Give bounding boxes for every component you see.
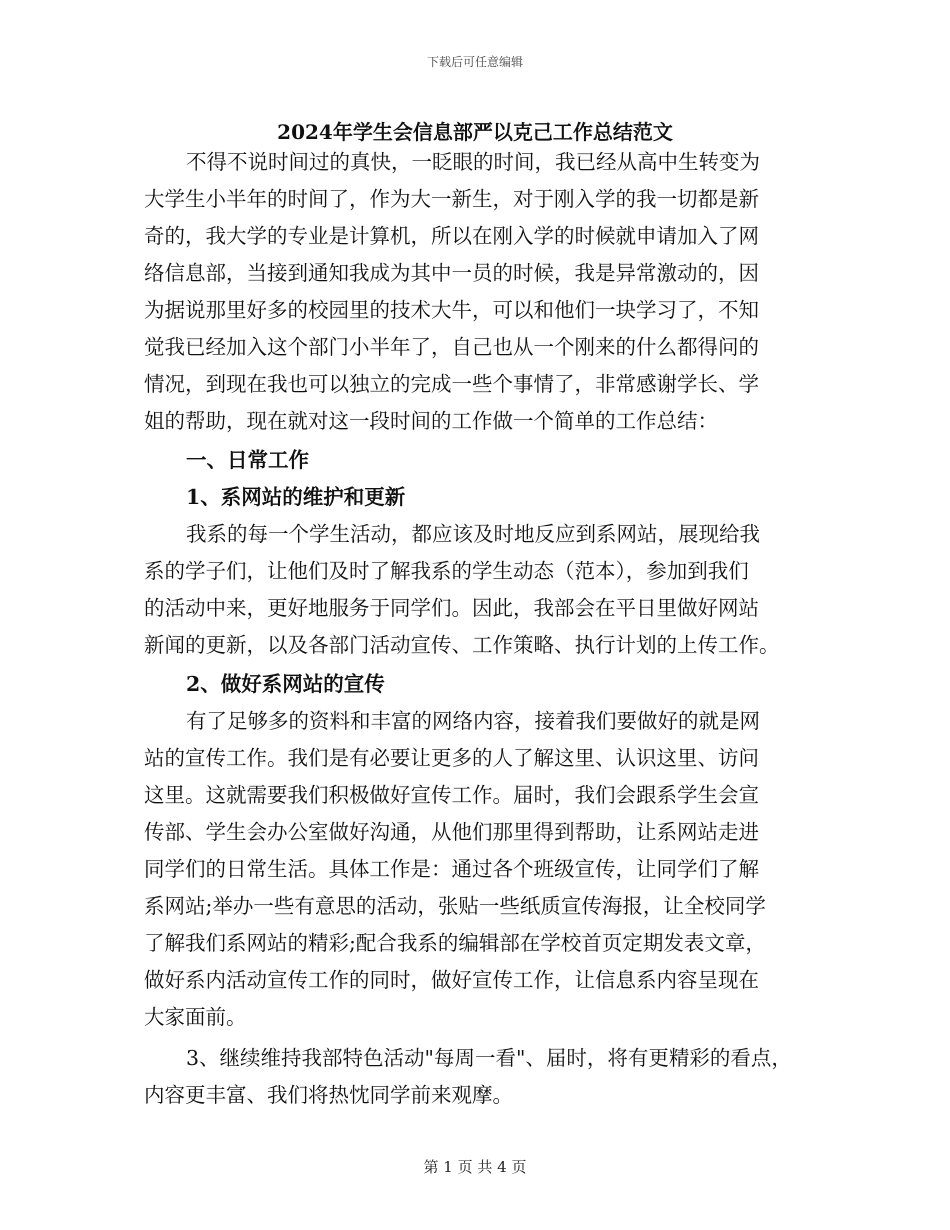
paragraph-line: 姐的帮助，现在就对这一段时间的工作做一个简单的工作总结：: [144, 409, 718, 433]
paragraph-line: 系网站;举办一些有意思的活动，张贴一些纸质宣传海报，让全校同学: [144, 894, 766, 918]
paragraph-line: 不得不说时间过的真快，一眨眼的时间，我已经从高中生转变为: [186, 150, 760, 174]
paragraph-line: 3、继续维持我部特色活动"每周一看"、届时，将有更精彩的看点，: [186, 1046, 792, 1070]
paragraph-line: 奇的，我大学的专业是计算机，所以在刚入学的时候就申请加入了网: [144, 224, 759, 248]
page-footer: 第 1 页 共 4 页: [423, 1158, 527, 1176]
paragraph-line: 的活动中来，更好地服务于同学们。因此，我部会在平日里做好网站: [144, 596, 759, 620]
paragraph-line: 做好系内活动宣传工作的同时，做好宣传工作，让信息系内容呈现在: [144, 968, 759, 992]
paragraph-line: 为据说那里好多的校园里的技术大牛，可以和他们一块学习了，不知: [144, 298, 759, 322]
paragraph-line: 这里。这就需要我们积极做好宣传工作。届时，我们会跟系学生会宣: [144, 783, 759, 807]
paragraph-line: 觉我已经加入这个部门小半年了，自己也从一个刚来的什么都得问的: [144, 335, 759, 359]
paragraph-line: 同学们的日常生活。具体工作是：通过各个班级宣传，让同学们了解: [144, 857, 759, 881]
subsection-heading: 1、系网站的维护和更新: [186, 485, 406, 509]
paragraph-line: 内容更丰富、我们将热忱同学前来观摩。: [144, 1083, 513, 1107]
paragraph-line: 新闻的更新，以及各部门活动宣传、工作策略、执行计划的上传工作。: [144, 633, 780, 657]
paragraph-line: 络信息部，当接到通知我成为其中一员的时候，我是异常激动的，因: [144, 261, 759, 285]
page-header: 下载后可任意编辑: [426, 55, 523, 69]
paragraph-line: 传部、学生会办公室做好沟通，从他们那里得到帮助，让系网站走进: [144, 820, 759, 844]
paragraph-line: 站的宣传工作。我们是有必要让更多的人了解这里、认识这里、访问: [144, 746, 759, 770]
paragraph-line: 了解我们系网站的精彩;配合我系的编辑部在学校首页定期发表文章，: [144, 931, 766, 955]
document-title: 2024年学生会信息部严以克己工作总结范文: [277, 120, 673, 144]
section-heading: 一、日常工作: [186, 448, 309, 472]
paragraph-line: 大家面前。: [144, 1005, 247, 1029]
paragraph-line: 情况，到现在我也可以独立的完成一些个事情了，非常感谢学长、学: [144, 372, 759, 396]
subsection-heading: 2、做好系网站的宣传: [186, 672, 385, 696]
paragraph-line: 我系的每一个学生活动，都应该及时地反应到系网站，展现给我: [186, 522, 760, 546]
paragraph-line: 大学生小半年的时间了，作为大一新生，对于刚入学的我一切都是新: [144, 187, 759, 211]
paragraph-line: 有了足够多的资料和丰富的网络内容，接着我们要做好的就是网: [186, 709, 760, 733]
paragraph-line: 系的学子们，让他们及时了解我系的学生动态（范本），参加到我们: [144, 559, 749, 583]
